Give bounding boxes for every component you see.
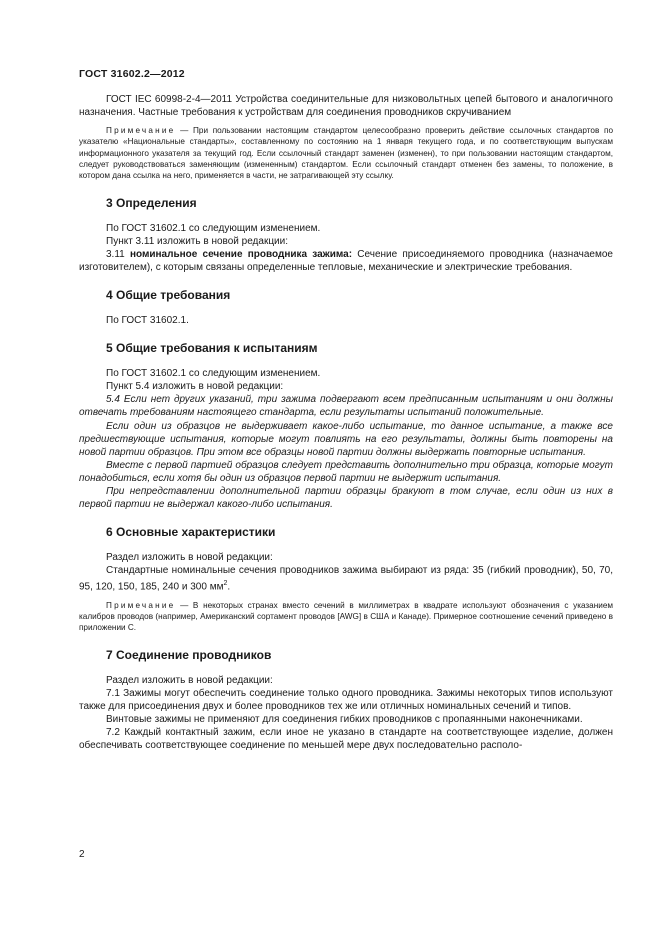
paragraph: Винтовые зажимы не применяют для соединения гибких проводников с пропаянными наконечниками. bbox=[106, 713, 583, 725]
section-title-test-requirements: 5 Общие требования к испытаниям bbox=[106, 341, 318, 356]
paragraph: Раздел изложить в новой редакции: bbox=[106, 552, 273, 564]
superscript: 2 bbox=[223, 580, 228, 588]
definition-text: Сечение присоединяемого проводника (назначаемое изготовителем), с которым связаны определенные тепловые, механические и электрические требования. bbox=[79, 248, 613, 273]
paragraph: Пункт 5.4 изложить в новой редакции: bbox=[106, 381, 284, 393]
paragraph: 7.1 Зажимы могут обеспечить соединение только одного проводника. Зажимы некоторых типов используют также для присоединения двух и более проводников тех же или отличных номинальных сечений и типов. bbox=[79, 687, 613, 712]
definition-paragraph bbox=[79, 248, 613, 274]
note-text: — В некоторых странах вместо сечений в миллиметрах в квадрате используют обозначения с указанием калибров проводов (например, Американский сортамент проводов [AWG] в США и Канаде). Примерное соотношение сечений приведено в приложении C. bbox=[79, 600, 613, 633]
note-label: Примечание bbox=[106, 126, 176, 136]
paragraph: 7.2 Каждый контактный зажим, если иное не указано в стандарте на соответствующее изделие, должен обеспечивать соответствующее соединение по меньшей мере двух последовательно располо- bbox=[79, 727, 613, 752]
reference-paragraph: ГОСТ IEC 60998-2-4—2011 Устройства соединительные для низковольтных цепей бытового и аналогичного назначения. Частные требования к устройствам для соединения проводников скручиванием bbox=[79, 94, 613, 119]
section-title-conductor-connection: 7 Соединение проводников bbox=[106, 647, 272, 662]
paragraph: По ГОСТ 31602.1 со следующим изменением. bbox=[106, 222, 321, 234]
page-content bbox=[79, 93, 613, 752]
paragraph-italic: 5.4 Если нет других указаний, три зажима подвергают всем предписанным испытаниям и они должны отвечать требованиям настоящего стандарта, если результаты испытаний положительные. bbox=[79, 394, 613, 419]
reference-note bbox=[79, 125, 613, 181]
document-header: ГОСТ 31602.2—2012 bbox=[79, 68, 185, 80]
paragraph: По ГОСТ 31602.1. bbox=[106, 315, 189, 327]
clause-number: 3.11 bbox=[106, 248, 130, 260]
paragraph-italic: Если один из образцов не выдерживает какое-либо испытание, то данное испытание, а также все предшествующие испытания, которые могут повлиять на его результаты, должны быть повторены на новой партии образцов. При этом все образцы новой партии должны выдержать повторные испытания. bbox=[79, 420, 613, 458]
paragraph: Пункт 3.11 изложить в новой редакции: bbox=[106, 235, 289, 247]
section-title-main-characteristics: 6 Основные характеристики bbox=[106, 525, 276, 540]
paragraph-italic: При непредставлении дополнительной партии образцы бракуют в том случае, если один из них в первой партии не выдержал какого-либо испытания. bbox=[79, 485, 613, 511]
note-label: Примечание bbox=[106, 600, 176, 610]
page-number: 2 bbox=[79, 849, 85, 860]
note-text: — При пользовании настоящим стандартом целесообразно проверить действие ссылочных стандартов по указателю «Национальные стандарты», составленному по состоянию на 1 января текущего года, и по соответствующим выпускам информационного указателя за текущий год. Если ссылочный стандарт заменен (изменен), то при пользовании настоящим стандартом, следует руководствоваться заменяющим (измененным) стандартом. Если ссылочный стандарт отменен без замены, то положение, в котором дана ссылка на него, применяется в части, не затрагивающей эту ссылку. bbox=[79, 126, 613, 181]
note bbox=[79, 600, 613, 634]
paragraph-italic: Вместе с первой партией образцов следует представить дополнительно три образца, которые могут понадобиться, если хотя бы один из образцов первой партии не выдержит испытания. bbox=[79, 459, 613, 484]
paragraph: Раздел изложить в новой редакции: bbox=[106, 674, 273, 686]
paragraph: Стандартные номинальные сечения проводников зажима выбирают из ряда: 35 (гибкий проводник), 50, 70, 95, 120, 150, 185, 240 и 300 $мм^2$. bbox=[79, 565, 613, 593]
paragraph: По ГОСТ 31602.1 со следующим изменением. bbox=[106, 368, 321, 380]
section-title-general-requirements: 4 Общие требования bbox=[106, 288, 231, 303]
defined-term: номинальное сечение проводника зажима: bbox=[129, 248, 353, 260]
section-title-definitions: 3 Определения bbox=[106, 195, 197, 210]
